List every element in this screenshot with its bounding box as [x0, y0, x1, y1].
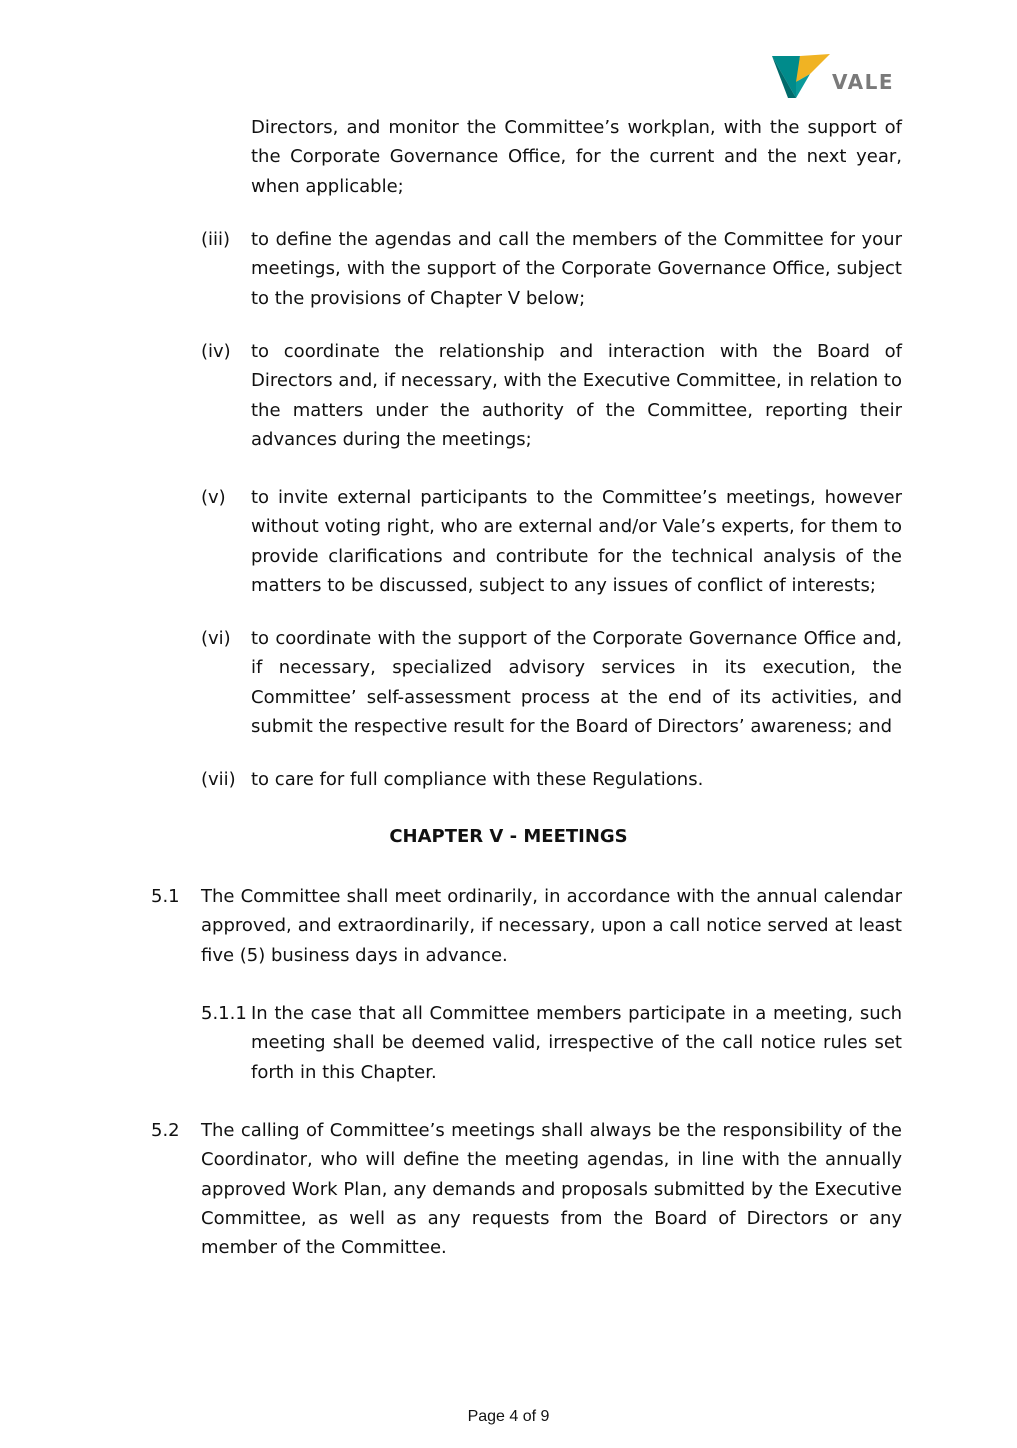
item-text: to invite external participants to the Committee’s meetings, however without voting right, who are external and/or Vale’s experts, for them to provide clarifications and contribute for the technical analysis of the matters to be discussed, subject to any issues of conflict of interests;	[251, 487, 902, 596]
section-text: The calling of Committee’s meetings shall always be the responsibility of the Coordinator, who will define the meeting agendas, in line with the annually approved Work Plan, any demands and proposals submitted by the Executive Committee, as well as any requests from the Board of Directors or any member of the Committee.	[201, 1120, 902, 1259]
item-text: to coordinate the relationship and interaction with the Board of Directors and, if necessary, with the Executive Committee, in relation to the matters under the authority of the Committee, reporting their advances during the meetings;	[251, 341, 902, 450]
item-text: to coordinate with the support of the Corporate Governance Office and, if necessary, specialized advisory services in its execution, the Committee’ self-assessment process at the end of its activities, and submit the respective result for the Board of Directors’ awareness; and	[251, 628, 902, 737]
section-number: 5.1	[151, 886, 180, 907]
vale-logo-mark-icon	[770, 52, 832, 100]
subsection-text: In the case that all Committee members participate in a meeting, such meeting shall be deemed valid, irrespective of the call notice rules set forth in this Chapter.	[251, 1003, 902, 1083]
item-text: to define the agendas and call the members of the Committee for your meetings, with the support of the Corporate Governance Office, subject to the provisions of Chapter V below;	[251, 229, 902, 309]
chapter-heading: CHAPTER V - MEETINGS	[389, 826, 628, 847]
item-text: to care for full compliance with these Regulations.	[251, 769, 704, 790]
item-number: (vi)	[201, 628, 231, 649]
item-number: (vii)	[201, 769, 236, 790]
item-number: (iii)	[201, 229, 231, 250]
section-number: 5.2	[151, 1120, 180, 1141]
section-text: The Committee shall meet ordinarily, in accordance with the annual calendar approved, and extraordinarily, if necessary, upon a call notice served at least five (5) business days in advance.	[201, 886, 902, 966]
item-number: (iv)	[201, 341, 231, 362]
continuation-paragraph: Directors, and monitor the Committee’s workplan, with the support of the Corporate Governance Office, for the current and the next year, when applicable;	[251, 117, 902, 197]
page-footer: Page 4 of 9	[467, 1408, 550, 1425]
vale-logo	[770, 52, 895, 100]
item-number: (v)	[201, 487, 226, 508]
subsection-number: 5.1.1	[201, 1003, 247, 1024]
vale-logo-text: VALE	[832, 70, 895, 94]
